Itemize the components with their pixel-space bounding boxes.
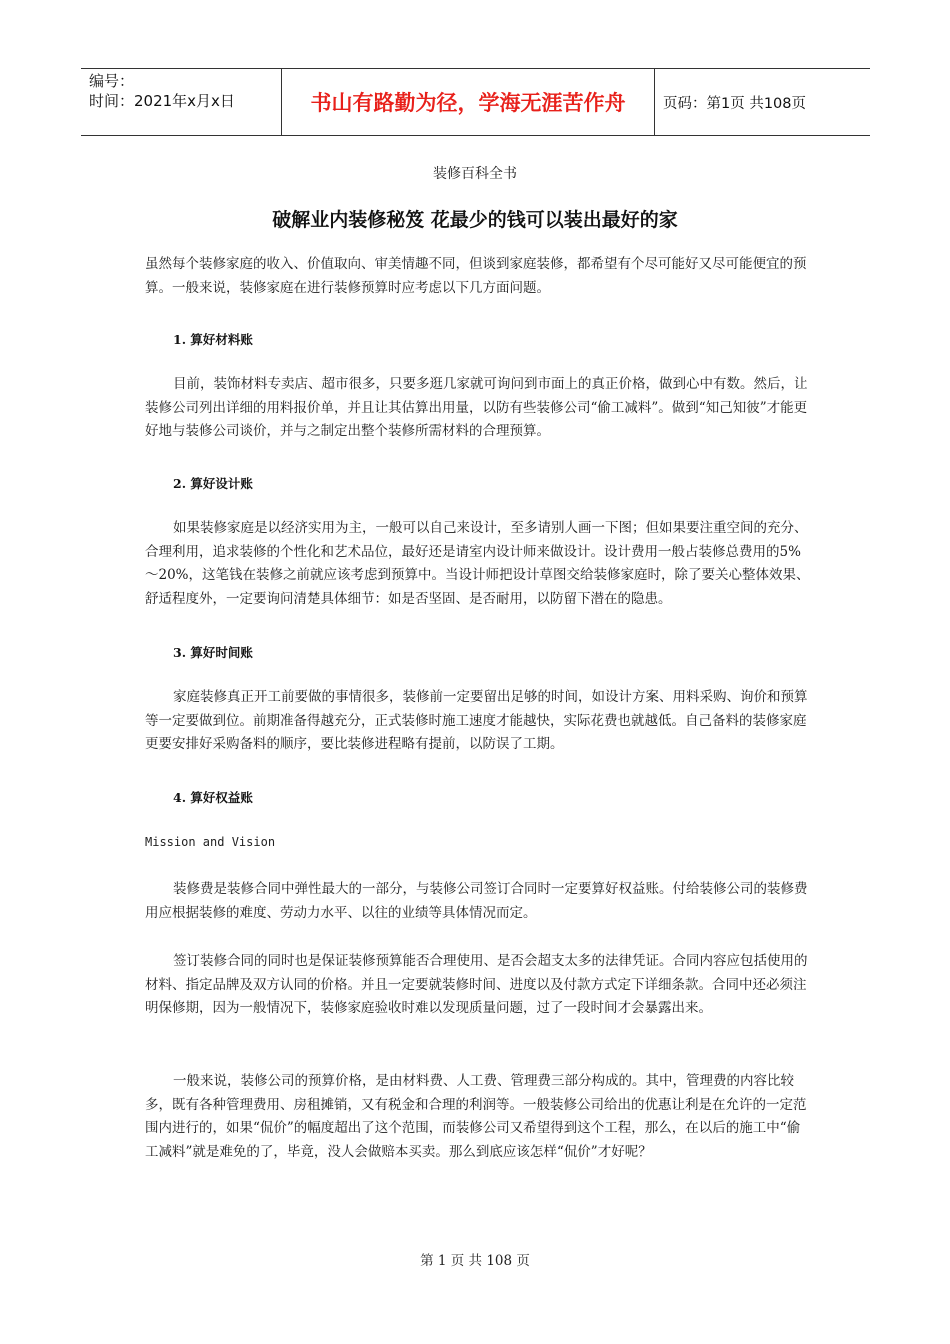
paragraph-b: 签订装修合同的同时也是保证装修预算能否合理使用、是否会超支太多的法律凭证。合同内容应包括使用的材料、指定品牌及双方认同的价格。并且一定要就装修时间、进度以及付款方式定下详细条款。合同中还必须注明保修期，因为一般情况下，装修家庭验收时难以发现质量问题，过了一段时间才会暴露出来。	[145, 953, 808, 1016]
header-left-cell	[81, 69, 281, 135]
intro-paragraph: 虽然每个装修家庭的收入、价值取向、审美情趣不同，但谈到家庭装修，都希望有个尽可能好又尽可能便宜的预算。一般来说，装修家庭在进行装修预算时应考虑以下几方面问题。	[145, 256, 807, 296]
number-label: 编号：	[89, 72, 135, 90]
section4-heading: 4. 算好权益账	[173, 790, 253, 805]
paragraph-c: 一般来说，装修公司的预算价格，是由材料费、人工费、管理费三部分构成的。其中，管理费的内容比较多，既有各种管理费用、房租摊销，又有税金和合理的利润等。一般装修公司给出的优惠让利是在允许的一定范围内进行的，如果“侃价”的幅度超出了这个范围，而装修公司又希望得到这个工程，那么，在以后的施工中“偷工减料”就是难免的了，毕竟，没人会做赔本买卖。那么到底应该怎样“侃价”才好呢？	[145, 1073, 807, 1160]
paragraph-a: 装修费是装修合同中弹性最大的一部分，与装修公司签订合同时一定要算好权益账。付给装修公司的装修费用应根据装修的难度、劳动力水平、以往的业绩等具体情况而定。	[145, 881, 808, 921]
page-footer: 第 1 页 共 108 页	[420, 1253, 530, 1269]
mission-text: Mission and Vision	[145, 835, 276, 849]
section2-paragraph: 如果装修家庭是以经济实用为主，一般可以自己来设计，至多请别人画一下图；但如果要注重空间的充分、合理利用，追求装修的个性化和艺术品位，最好还是请室内设计师来做设计。设计费用一般占装修总费用的5%～20%，这笔钱在装修之前就应该考虑到预算中。当设计师把设计草图交给装修家庭时，除了要关心整体效果、舒适程度外，一定要询问清楚具体细节：如是否坚固、是否耐用，以防留下潜在的隐患。	[145, 520, 810, 607]
header-table	[81, 68, 870, 136]
document-title: 破解业内装修秘笈 花最少的钱可以装出最好的家	[272, 209, 678, 231]
section1-heading: 1. 算好材料账	[173, 332, 253, 347]
motto: 书山有路勤为径，学海无涯苦作舟	[281, 69, 655, 135]
section2-heading: 2. 算好设计账	[173, 476, 253, 491]
section3-heading: 3. 算好时间账	[173, 645, 253, 660]
document-subtitle: 装修百科全书	[433, 166, 517, 182]
page-info: 页码：第1页 共108页	[663, 95, 807, 112]
section3-paragraph: 家庭装修真正开工前要做的事情很多，装修前一定要留出足够的时间，如设计方案、用料采购、询价和预算等一定要做到位。前期准备得越充分，正式装修时施工速度才能越快，实际花费也就越低。自己备料的装修家庭更要安排好采购备料的顺序，要比装修进程略有提前，以防误了工期。	[145, 689, 808, 752]
date-label: 时间：2021年x月x日	[89, 92, 235, 110]
section1-paragraph: 目前，装饰材料专卖店、超市很多，只要多逛几家就可询问到市面上的真正价格，做到心中有数。然后，让装修公司列出详细的用料报价单，并且让其估算出用量，以防有些装修公司“偷工减料”。做到“知己知彼”才能更好地与装修公司谈价，并与之制定出整个装修所需材料的合理预算。	[145, 376, 808, 439]
